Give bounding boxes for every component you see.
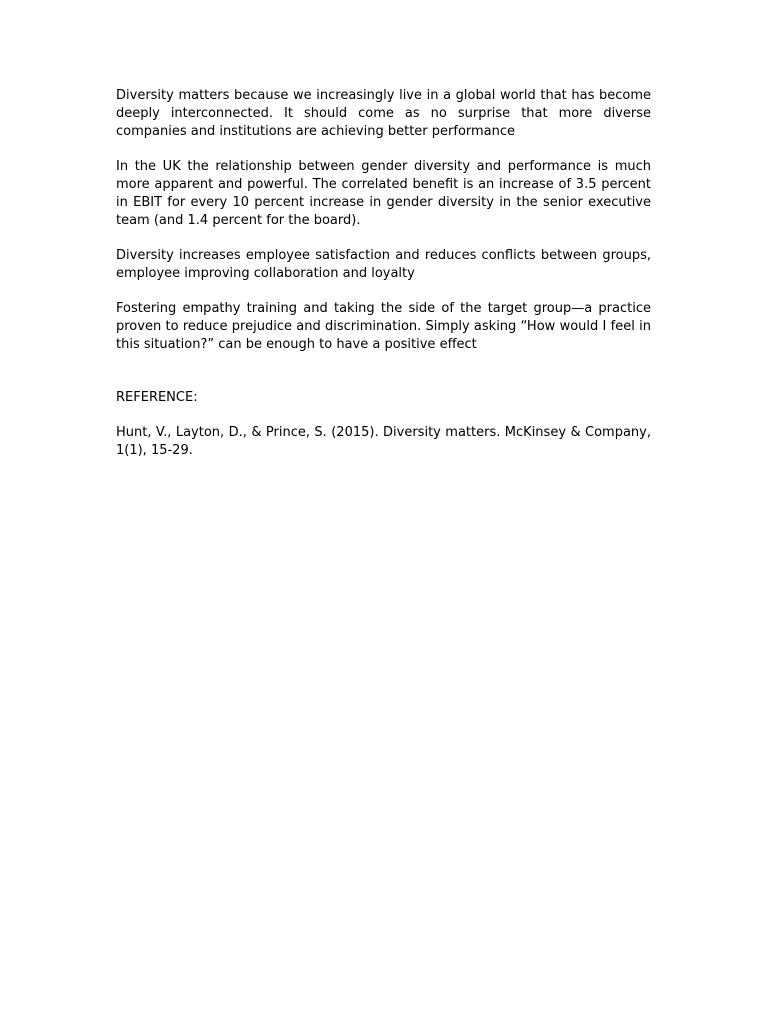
blank-line	[116, 371, 651, 389]
reference-citation: Hunt, V., Layton, D., & Prince, S. (2015). Diversity matters. McKinsey & Company, 1(1), 15-29.	[116, 425, 651, 458]
paragraph-employee-satisfaction: Diversity increases employee satisfaction and reduces conflicts between groups, employee improving collaboration and loyalty	[116, 248, 651, 281]
document-body	[116, 87, 651, 460]
paragraph-diversity-matters: Diversity matters because we increasingly live in a global world that has become deeply interconnected. It should come as no surprise that more diverse companies and institutions are achieving better performance	[116, 88, 651, 139]
paragraph-empathy-training: Fostering empathy training and taking the side of the target group—a practice proven to reduce prejudice and discrimination. Simply asking “How would I feel in this situation?” can be enough to have a positive effect	[116, 301, 651, 352]
paragraph-uk-gender-diversity: In the UK the relationship between gender diversity and performance is much more apparent and powerful. The correlated benefit is an increase of 3.5 percent in EBIT for every 10 percent increase in gender diversity in the senior executive team (and 1.4 percent for the board).	[116, 159, 651, 228]
reference-heading: REFERENCE:	[116, 390, 198, 405]
